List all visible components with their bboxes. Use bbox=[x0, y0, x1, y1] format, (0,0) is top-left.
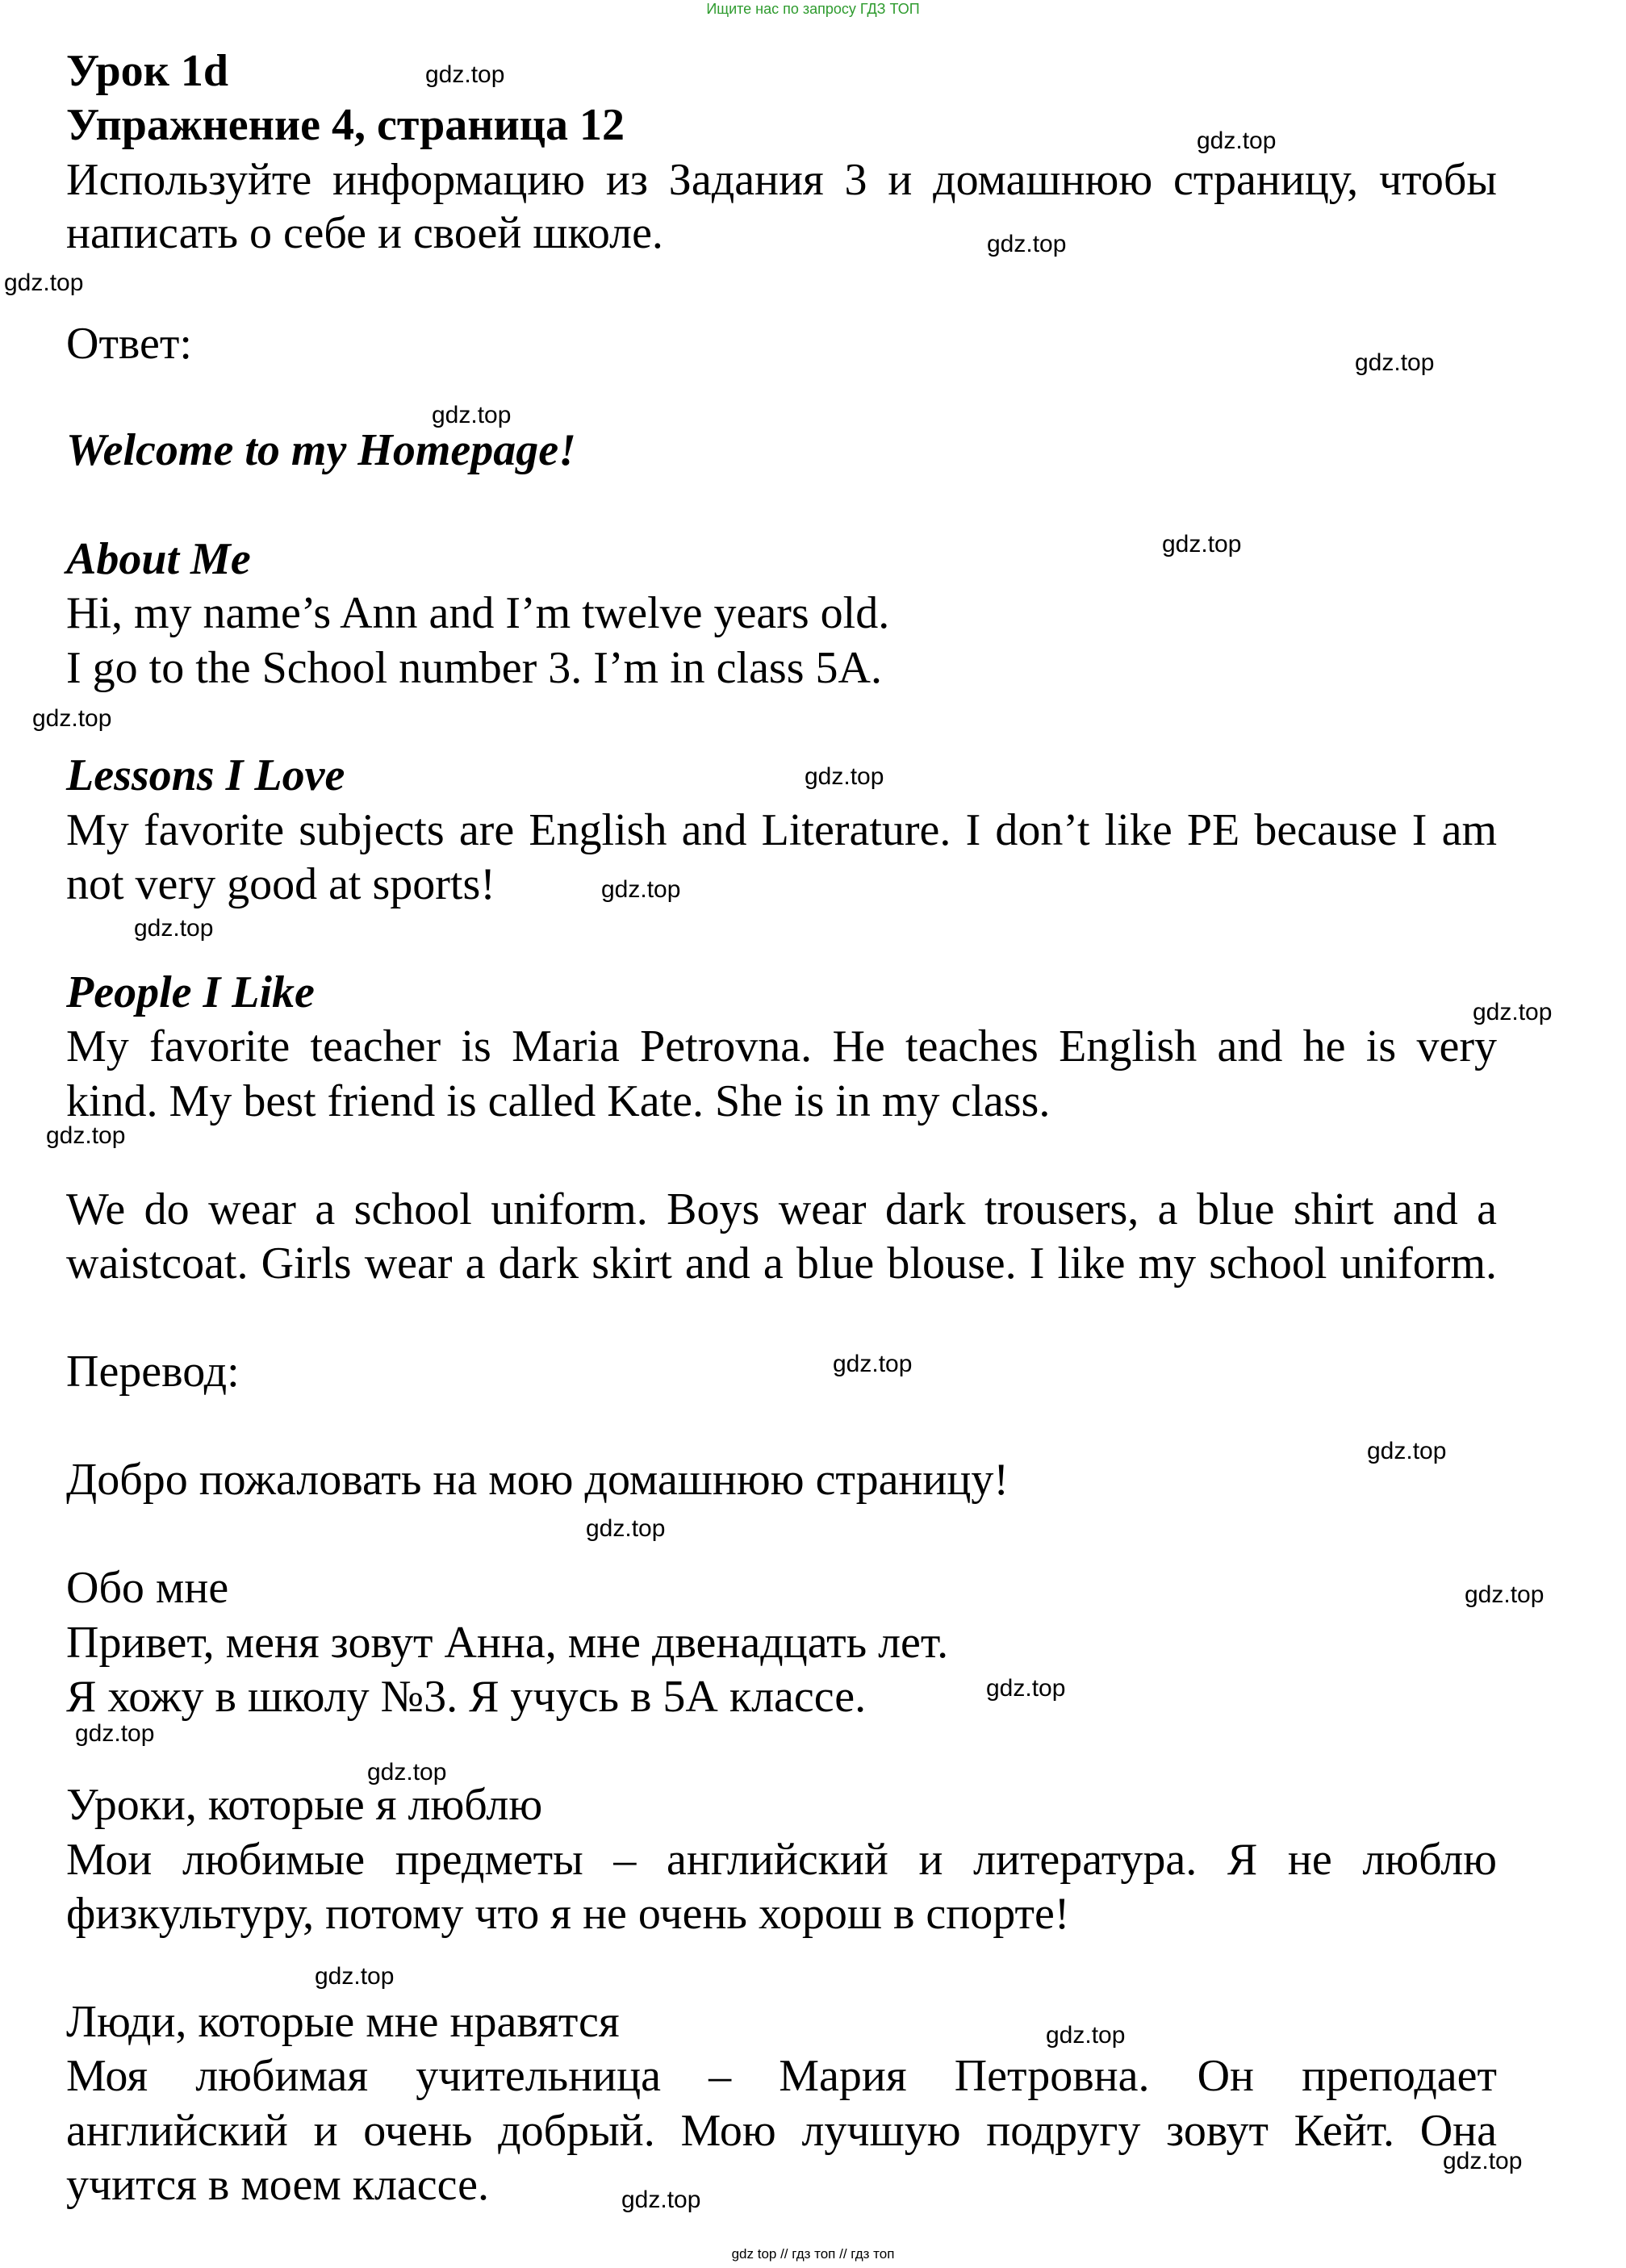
task-line-2: написать о себе и своей школе. bbox=[66, 208, 663, 258]
watermark: gdz.top bbox=[315, 1963, 395, 1990]
footer: gdz top // гдз топ // гдз топ bbox=[731, 2246, 895, 2262]
watermark: gdz.top bbox=[586, 1515, 666, 1542]
watermark: gdz.top bbox=[1355, 349, 1435, 376]
people-line-1: My favorite teacher is Maria Petrovna. He teaches English and he is very bbox=[66, 1021, 1497, 1071]
translation-people-heading: Люди, которые мне нравятся bbox=[66, 1997, 620, 2047]
watermark: gdz.top bbox=[1443, 2148, 1523, 2174]
watermark: gdz.top bbox=[1367, 1438, 1447, 1464]
watermark: gdz.top bbox=[1162, 531, 1242, 558]
translation-title: Добро пожаловать на мою домашнюю страницу! bbox=[66, 1455, 1009, 1505]
answer-label: Ответ: bbox=[66, 319, 192, 369]
watermark: gdz.top bbox=[4, 269, 84, 296]
translation-label: Перевод: bbox=[66, 1347, 240, 1397]
translation-about-line-1: Привет, меня зовут Анна, мне двенадцать лет. bbox=[66, 1618, 949, 1668]
translation-lessons-line-1: Мои любимые предметы – английский и литература. Я не люблю bbox=[66, 1835, 1497, 1885]
people-heading: People I Like bbox=[66, 967, 315, 1017]
watermark: gdz.top bbox=[986, 1675, 1066, 1702]
watermark: gdz.top bbox=[601, 876, 681, 903]
about-line-1: Hi, my name’s Ann and I’m twelve years old. bbox=[66, 588, 890, 638]
watermark: gdz.top bbox=[1473, 999, 1553, 1025]
watermark: gdz.top bbox=[987, 231, 1067, 257]
about-heading: About Me bbox=[66, 534, 251, 584]
people-line-2: kind. My best friend is called Kate. She is in my class. bbox=[66, 1076, 1051, 1126]
translation-people-line-2: английский и очень добрый. Мою лучшую подругу зовут Кейт. Она bbox=[66, 2106, 1497, 2156]
lessons-line-1: My favorite subjects are English and Literature. I don’t like PE because I am bbox=[66, 805, 1497, 855]
lessons-heading: Lessons I Love bbox=[66, 750, 345, 800]
translation-people-line-1: Моя любимая учительница – Мария Петровна. Он преподает bbox=[66, 2051, 1497, 2101]
watermark: gdz.top bbox=[46, 1122, 126, 1149]
watermark: gdz.top bbox=[833, 1351, 913, 1377]
translation-about-heading: Обо мне bbox=[66, 1563, 229, 1613]
translation-lessons-heading: Уроки, которые я люблю bbox=[66, 1780, 543, 1830]
watermark: gdz.top bbox=[621, 2187, 701, 2213]
task-line-1: Используйте информацию из Задания 3 и домашнюю страницу, чтобы bbox=[66, 155, 1497, 205]
uniform-line-2: waistcoat. Girls wear a dark skirt and a blue blouse. I like my school uniform. bbox=[66, 1238, 1497, 1289]
translation-people-line-3: учится в моем классе. bbox=[66, 2160, 490, 2210]
answer-title: Welcome to my Homepage! bbox=[66, 425, 576, 475]
watermark: gdz.top bbox=[1046, 2022, 1126, 2049]
lesson-title: Урок 1d bbox=[66, 46, 229, 96]
watermark: gdz.top bbox=[425, 61, 505, 88]
watermark: gdz.top bbox=[1465, 1581, 1544, 1608]
watermark: gdz.top bbox=[432, 402, 512, 428]
exercise-title: Упражнение 4, страница 12 bbox=[66, 100, 625, 150]
uniform-line-1: We do wear a school uniform. Boys wear dark trousers, a blue shirt and a bbox=[66, 1184, 1497, 1234]
watermark: gdz.top bbox=[1197, 127, 1277, 154]
watermark: gdz.top bbox=[32, 705, 112, 732]
top-banner: Ищите нас по запросу ГДЗ ТОП bbox=[706, 1, 920, 17]
lessons-line-2: not very good at sports! bbox=[66, 859, 495, 909]
watermark: gdz.top bbox=[805, 763, 884, 790]
watermark: gdz.top bbox=[367, 1759, 447, 1786]
translation-about-line-2: Я хожу в школу №3. Я учусь в 5А классе. bbox=[66, 1672, 867, 1722]
watermark: gdz.top bbox=[134, 915, 214, 942]
about-line-2: I go to the School number 3. I’m in class 5A. bbox=[66, 643, 882, 693]
watermark: gdz.top bbox=[75, 1720, 155, 1747]
translation-lessons-line-2: физкультуру, потому что я не очень хорош в спорте! bbox=[66, 1889, 1070, 1939]
